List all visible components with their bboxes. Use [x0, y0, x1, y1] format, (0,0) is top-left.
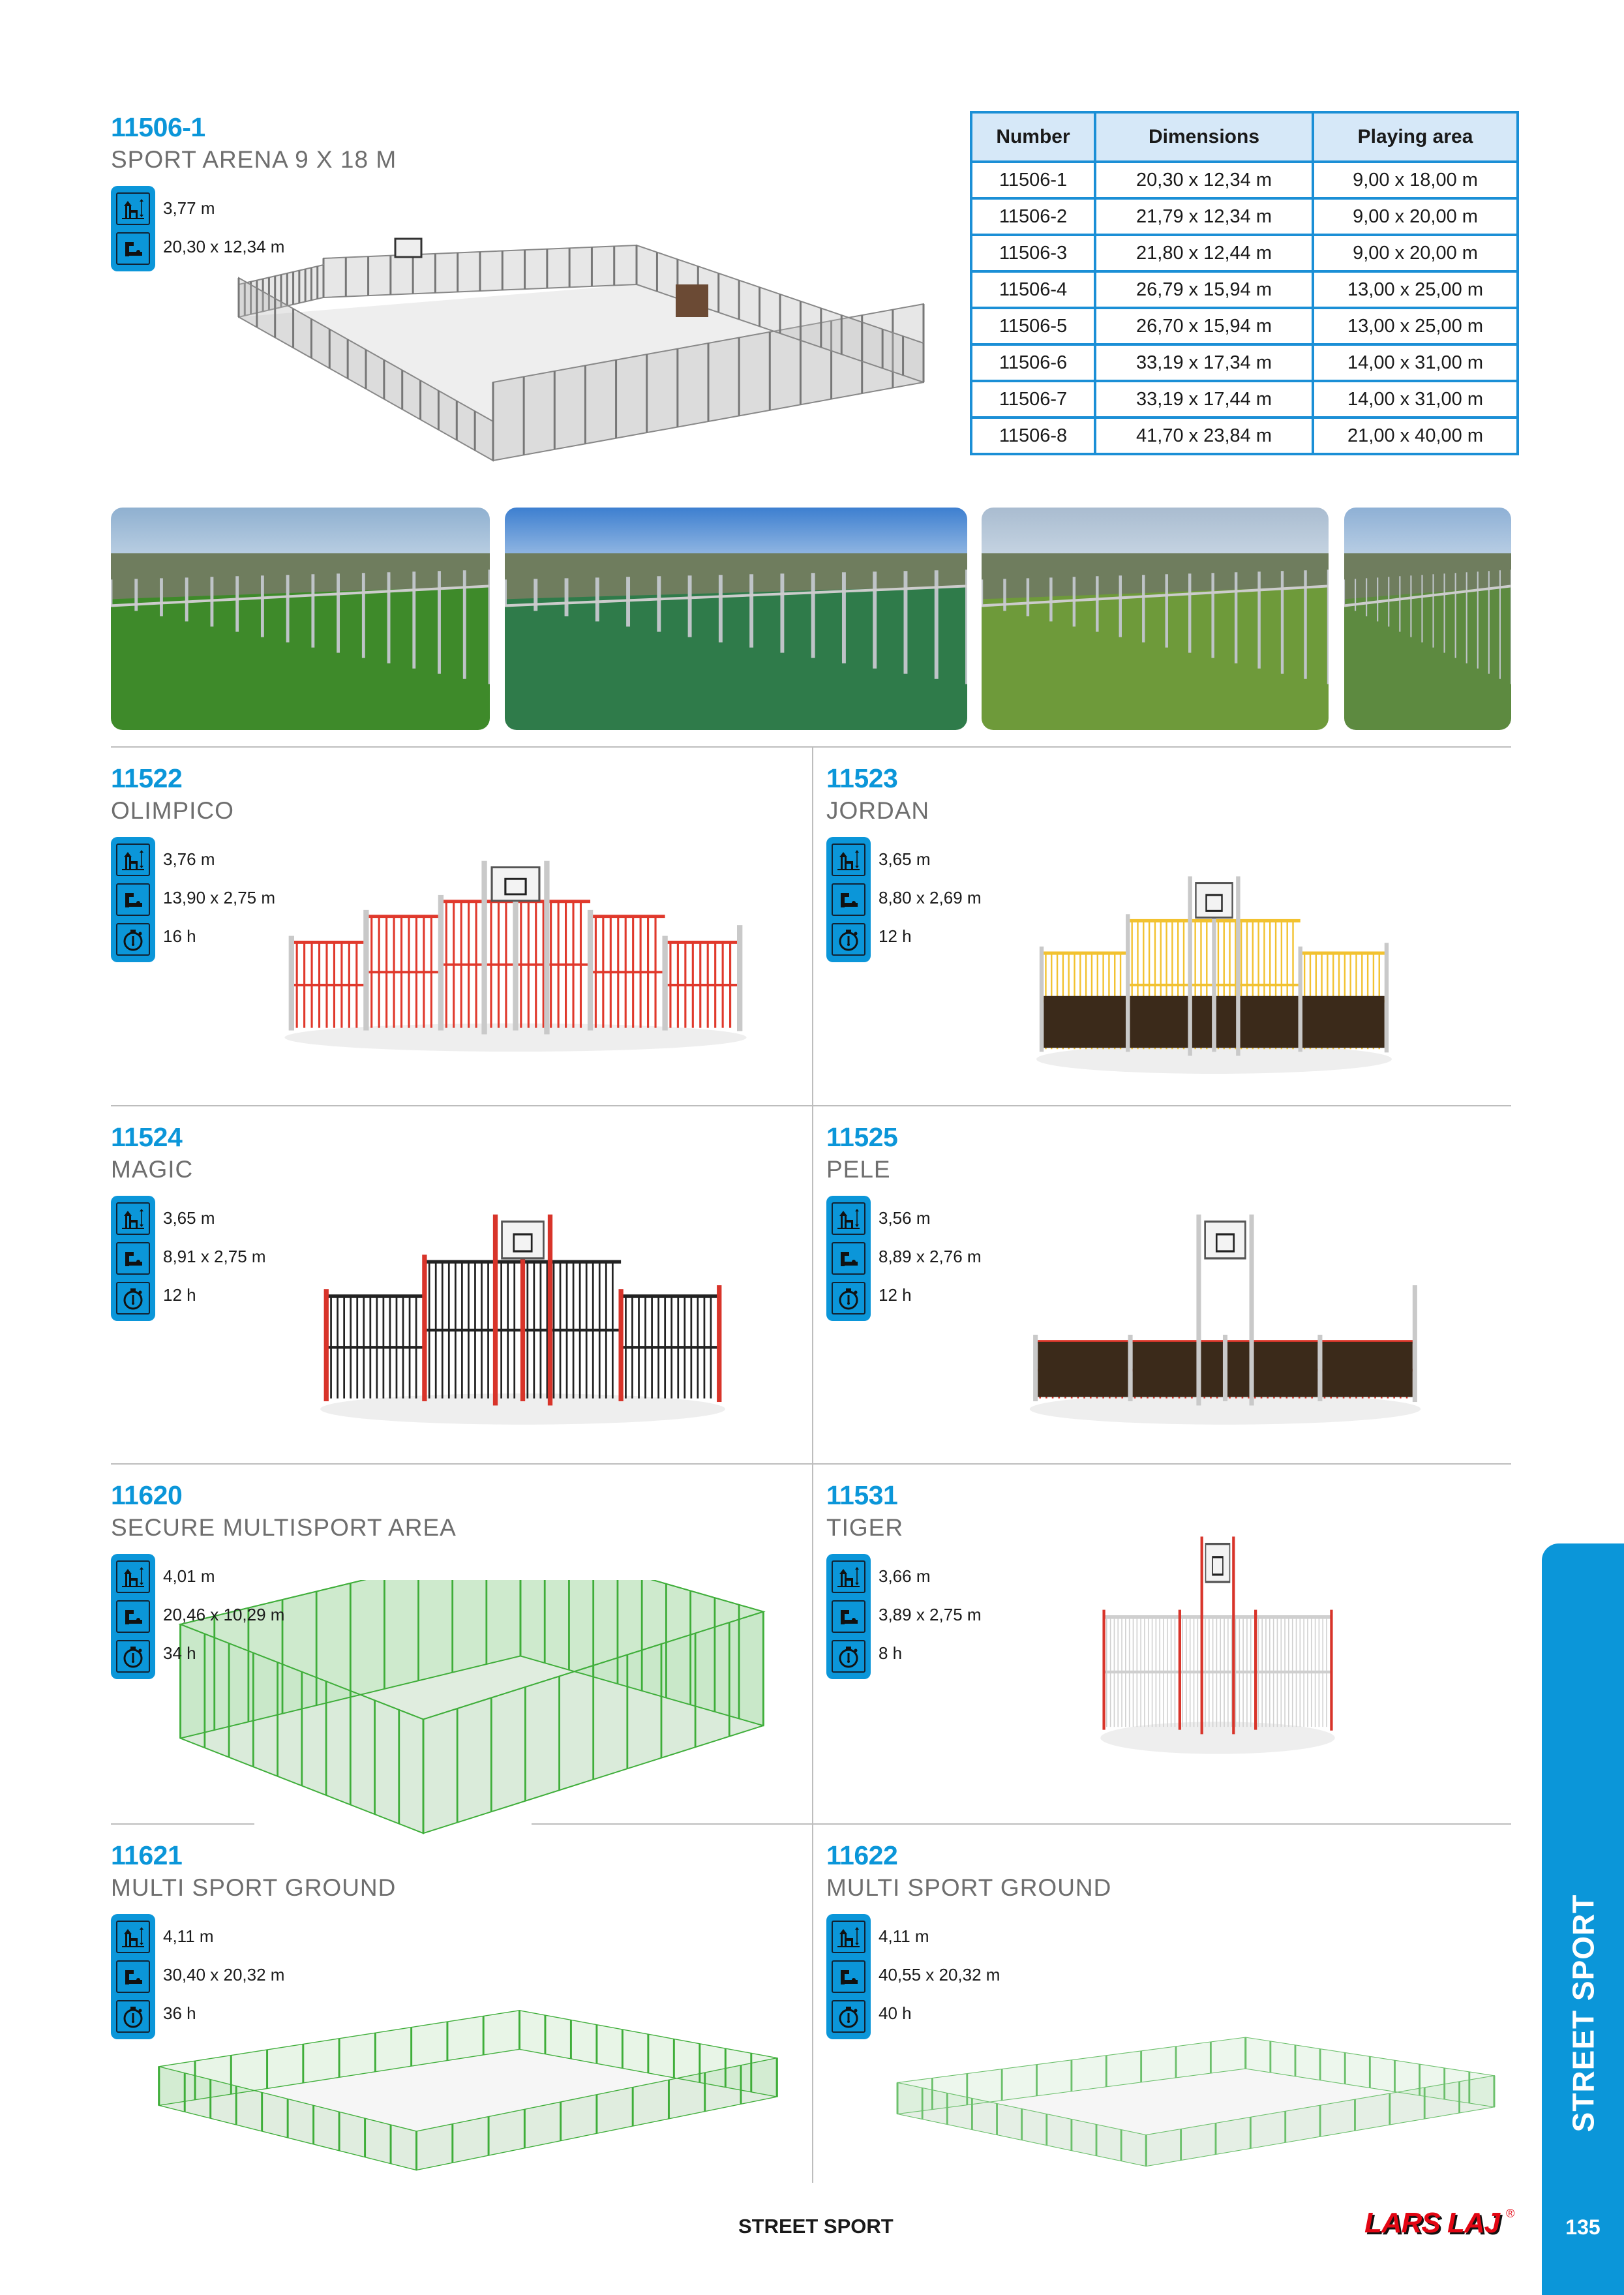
spec-icon-box — [111, 1914, 155, 2039]
registered-mark-icon: ® — [1506, 2207, 1515, 2220]
table-cell: 9,00 x 18,00 m — [1313, 162, 1518, 198]
dimensions-icon — [116, 883, 150, 916]
spec-value: 4,11 m — [879, 1926, 929, 1946]
column-header: Dimensions — [1095, 112, 1313, 162]
spec-values — [155, 1196, 266, 1321]
installation-time-icon — [116, 1282, 150, 1315]
table-cell: 21,80 x 12,44 m — [1095, 235, 1313, 271]
spec-value: 30,40 x 20,32 m — [163, 1965, 285, 1984]
table-header-row — [971, 112, 1518, 162]
installation-time-icon — [832, 923, 865, 956]
product-11523 — [826, 765, 982, 962]
table-row — [971, 162, 1518, 198]
spec-value: 40,55 x 20,32 m — [879, 1965, 1000, 1984]
spec-values — [871, 837, 982, 962]
spec-list — [111, 837, 275, 962]
product-illustration-11522 — [278, 848, 753, 1054]
spec-values — [155, 1554, 284, 1679]
installation-time-icon — [116, 923, 150, 956]
table-cell: 14,00 x 31,00 m — [1313, 381, 1518, 418]
height-icon — [116, 1560, 150, 1593]
divider — [111, 746, 1511, 748]
spec-icon-box — [111, 837, 155, 962]
table-cell: 14,00 x 31,00 m — [1313, 344, 1518, 381]
spec-value: 3,65 m — [879, 849, 931, 869]
table-cell: 21,79 x 12,34 m — [1095, 198, 1313, 235]
dimensions-icon — [116, 1960, 150, 1993]
table-cell: 33,19 x 17,44 m — [1095, 381, 1313, 418]
height-icon — [116, 192, 150, 225]
product-illustration-11524 — [314, 1200, 731, 1427]
spec-value: 20,46 x 10,29 m — [163, 1605, 285, 1624]
table-cell: 11506-6 — [971, 344, 1095, 381]
table-cell: 11506-8 — [971, 418, 1095, 454]
spec-value: 8,80 x 2,69 m — [879, 888, 982, 907]
sport-arena-illustration — [219, 219, 937, 483]
spec-value: 12 h — [163, 1285, 196, 1305]
product-code: 11525 — [826, 1122, 898, 1152]
table-cell: 13,00 x 25,00 m — [1313, 271, 1518, 308]
spec-icon-box — [826, 1554, 871, 1679]
spec-value: 40 h — [879, 2003, 912, 2023]
product-code: 11522 — [111, 763, 183, 793]
product-code: 11620 — [111, 1480, 183, 1510]
product-code: 11523 — [826, 763, 898, 793]
spec-value: 4,01 m — [163, 1566, 215, 1586]
table-cell: 11506-7 — [971, 381, 1095, 418]
product-code: 11524 — [111, 1122, 183, 1152]
table-cell: 13,00 x 25,00 m — [1313, 308, 1518, 344]
product-name: MULTI SPORT GROUND — [826, 1874, 1112, 1901]
installation-time-icon — [832, 1282, 865, 1315]
spec-icon-box — [826, 1196, 871, 1321]
spec-icon-box — [111, 1554, 155, 1679]
height-icon — [832, 1202, 865, 1235]
table-cell: 11506-3 — [971, 235, 1095, 271]
table-row — [971, 308, 1518, 344]
product-code: 11506-1 — [111, 112, 205, 142]
spec-value: 3,77 m — [163, 198, 215, 218]
installation-time-icon — [832, 2000, 865, 2033]
product-11525 — [826, 1124, 982, 1321]
spec-value: 4,11 m — [163, 1926, 214, 1946]
spec-value: 8,89 x 2,76 m — [879, 1247, 982, 1266]
table-cell: 11506-2 — [971, 198, 1095, 235]
spec-list — [111, 1196, 266, 1321]
product-name: SPORT ARENA 9 X 18 M — [111, 146, 397, 173]
spec-value: 3,65 m — [163, 1208, 215, 1228]
lars-laj-logo: LARS LAJ — [1364, 2207, 1500, 2239]
height-icon — [832, 844, 865, 876]
product-illustration-11531 — [1097, 1522, 1338, 1756]
height-icon — [116, 1202, 150, 1235]
product-11622 — [826, 1842, 1111, 2039]
page-number: 135 — [1565, 2215, 1601, 2239]
column-divider — [812, 748, 813, 2183]
divider — [111, 1105, 1511, 1106]
height-icon — [832, 1921, 865, 1953]
table-cell: 26,79 x 15,94 m — [1095, 271, 1313, 308]
product-11621 — [111, 1842, 396, 2039]
spec-value: 16 h — [163, 926, 196, 946]
spec-list — [111, 1914, 396, 2039]
installation-time-icon — [116, 1640, 150, 1673]
dimensions-icon — [116, 1600, 150, 1633]
dimensions-icon — [832, 1242, 865, 1275]
product-name: JORDAN — [826, 797, 930, 824]
product-code: 11622 — [826, 1840, 898, 1870]
dimensions-icon — [116, 232, 150, 265]
table-row — [971, 235, 1518, 271]
column-header: Number — [971, 112, 1095, 162]
dimensions-icon — [832, 1960, 865, 1993]
table-cell: 11506-1 — [971, 162, 1095, 198]
spec-value: 12 h — [879, 1285, 912, 1305]
table-cell: 20,30 x 12,34 m — [1095, 162, 1313, 198]
spec-list — [111, 1554, 457, 1679]
table-row — [971, 198, 1518, 235]
divider — [111, 1463, 1511, 1465]
table-row — [971, 418, 1518, 454]
spec-values — [155, 1914, 284, 2039]
spec-list — [826, 837, 982, 962]
spec-value: 36 h — [163, 2003, 196, 2023]
product-name: SECURE MULTISPORT AREA — [111, 1514, 457, 1541]
spec-value: 3,76 m — [163, 849, 215, 869]
spec-value: 3,66 m — [879, 1566, 931, 1586]
spec-value: 20,30 x 12,34 m — [163, 237, 285, 256]
installation-time-icon — [116, 2000, 150, 2033]
table-cell: 11506-5 — [971, 308, 1095, 344]
product-11522 — [111, 765, 275, 962]
spec-value: 3,89 x 2,75 m — [879, 1605, 982, 1624]
installation-time-icon — [832, 1640, 865, 1673]
product-illustration-11525 — [1024, 1200, 1426, 1427]
spec-values — [155, 837, 275, 962]
dimensions-icon — [116, 1242, 150, 1275]
spec-value: 34 h — [163, 1643, 196, 1663]
dimensions-icon — [832, 1600, 865, 1633]
spec-values — [871, 1914, 1000, 2039]
footer-section: STREET SPORT — [738, 2215, 894, 2238]
table-row — [971, 271, 1518, 308]
spec-values — [871, 1554, 982, 1679]
lars-laj-logo-group — [1364, 2208, 1514, 2239]
side-tab-label: STREET SPORT — [1566, 1894, 1600, 2133]
column-header: Playing area — [1313, 112, 1518, 162]
product-11620 — [111, 1482, 457, 1679]
product-illustration-11523 — [1031, 863, 1397, 1076]
spec-list — [826, 1554, 982, 1679]
product-name: PELE — [826, 1156, 891, 1183]
dimensions-table — [970, 111, 1519, 455]
spec-value: 8 h — [879, 1643, 903, 1663]
photo-arena-4 — [1344, 508, 1511, 730]
dimensions-icon — [832, 883, 865, 916]
spec-value: 3,56 m — [879, 1208, 931, 1228]
spec-values — [871, 1196, 982, 1321]
product-code: 11621 — [111, 1840, 183, 1870]
table-cell: 33,19 x 17,34 m — [1095, 344, 1313, 381]
height-icon — [116, 1921, 150, 1953]
photo-arena-2 — [505, 508, 967, 730]
product-11524 — [111, 1124, 266, 1321]
product-illustration-11622 — [885, 2027, 1507, 2180]
table-cell: 11506-4 — [971, 271, 1095, 308]
product-name: OLIMPICO — [111, 797, 234, 824]
spec-icon-box — [826, 837, 871, 962]
table-cell: 26,70 x 15,94 m — [1095, 308, 1313, 344]
table-row — [971, 381, 1518, 418]
product-name: MULTI SPORT GROUND — [111, 1874, 397, 1901]
spec-icon-box — [111, 1196, 155, 1321]
height-icon — [832, 1560, 865, 1593]
product-11531 — [826, 1482, 982, 1679]
height-icon — [116, 844, 150, 876]
table-cell: 9,00 x 20,00 m — [1313, 198, 1518, 235]
spec-icon-box — [826, 1914, 871, 2039]
spec-list — [826, 1196, 982, 1321]
photo-arena-3 — [982, 508, 1329, 730]
spec-value: 13,90 x 2,75 m — [163, 888, 275, 907]
table-cell: 41,70 x 23,84 m — [1095, 418, 1313, 454]
product-name: MAGIC — [111, 1156, 194, 1183]
spec-value: 12 h — [879, 926, 912, 946]
side-tab — [1542, 1543, 1624, 2295]
table-cell: 21,00 x 40,00 m — [1313, 418, 1518, 454]
spec-value: 8,91 x 2,75 m — [163, 1247, 266, 1266]
product-name: TIGER — [826, 1514, 904, 1541]
table-row — [971, 344, 1518, 381]
table-cell: 9,00 x 20,00 m — [1313, 235, 1518, 271]
photo-arena-1 — [111, 508, 490, 730]
spec-list — [826, 1914, 1111, 2039]
spec-icon-box — [111, 186, 155, 271]
product-code: 11531 — [826, 1480, 898, 1510]
